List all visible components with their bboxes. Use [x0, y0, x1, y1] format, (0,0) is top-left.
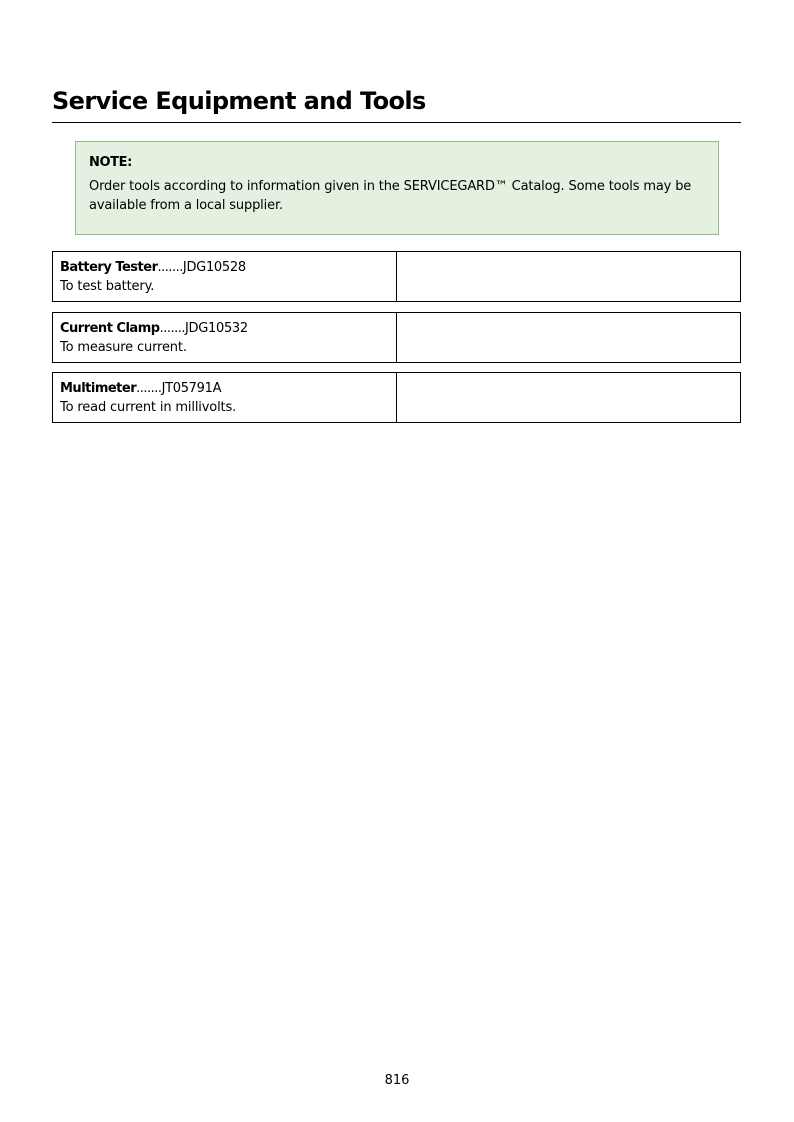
tool-leader-dots: ....... [159, 321, 185, 336]
tool-row-multimeter [52, 372, 741, 423]
tool-image-cell [397, 252, 740, 301]
tool-part-number: JT05791A [161, 381, 222, 396]
tool-row-battery-tester [52, 251, 741, 302]
tool-leader-dots: ....... [157, 260, 183, 275]
tool-name: Current Clamp [60, 321, 160, 336]
tool-description: To measure current. [60, 340, 187, 355]
tool-row-current-clamp [52, 312, 741, 363]
tool-image-cell [397, 313, 740, 362]
tool-info-cell [53, 313, 397, 362]
tool-info-cell [53, 373, 397, 422]
tool-part-number: JDG10528 [182, 260, 246, 275]
tool-image-cell [397, 373, 740, 422]
tool-name: Multimeter [60, 381, 137, 396]
tool-description: To read current in millivolts. [60, 400, 237, 415]
tool-part-number: JDG10532 [185, 321, 248, 336]
note-text: Order tools according to information given in the SERVICEGARD™ Catalog. Some tools may be available from a local supplier. [89, 179, 692, 213]
tool-description: To test battery. [60, 279, 155, 294]
tool-name: Battery Tester [60, 260, 158, 275]
page-title: Service Equipment and Tools [52, 86, 741, 123]
tool-leader-dots: ....... [136, 381, 162, 396]
tool-info-cell [53, 252, 397, 301]
note-box [75, 141, 719, 235]
note-title: NOTE: [89, 155, 132, 170]
page-number: 816 [384, 1073, 410, 1088]
